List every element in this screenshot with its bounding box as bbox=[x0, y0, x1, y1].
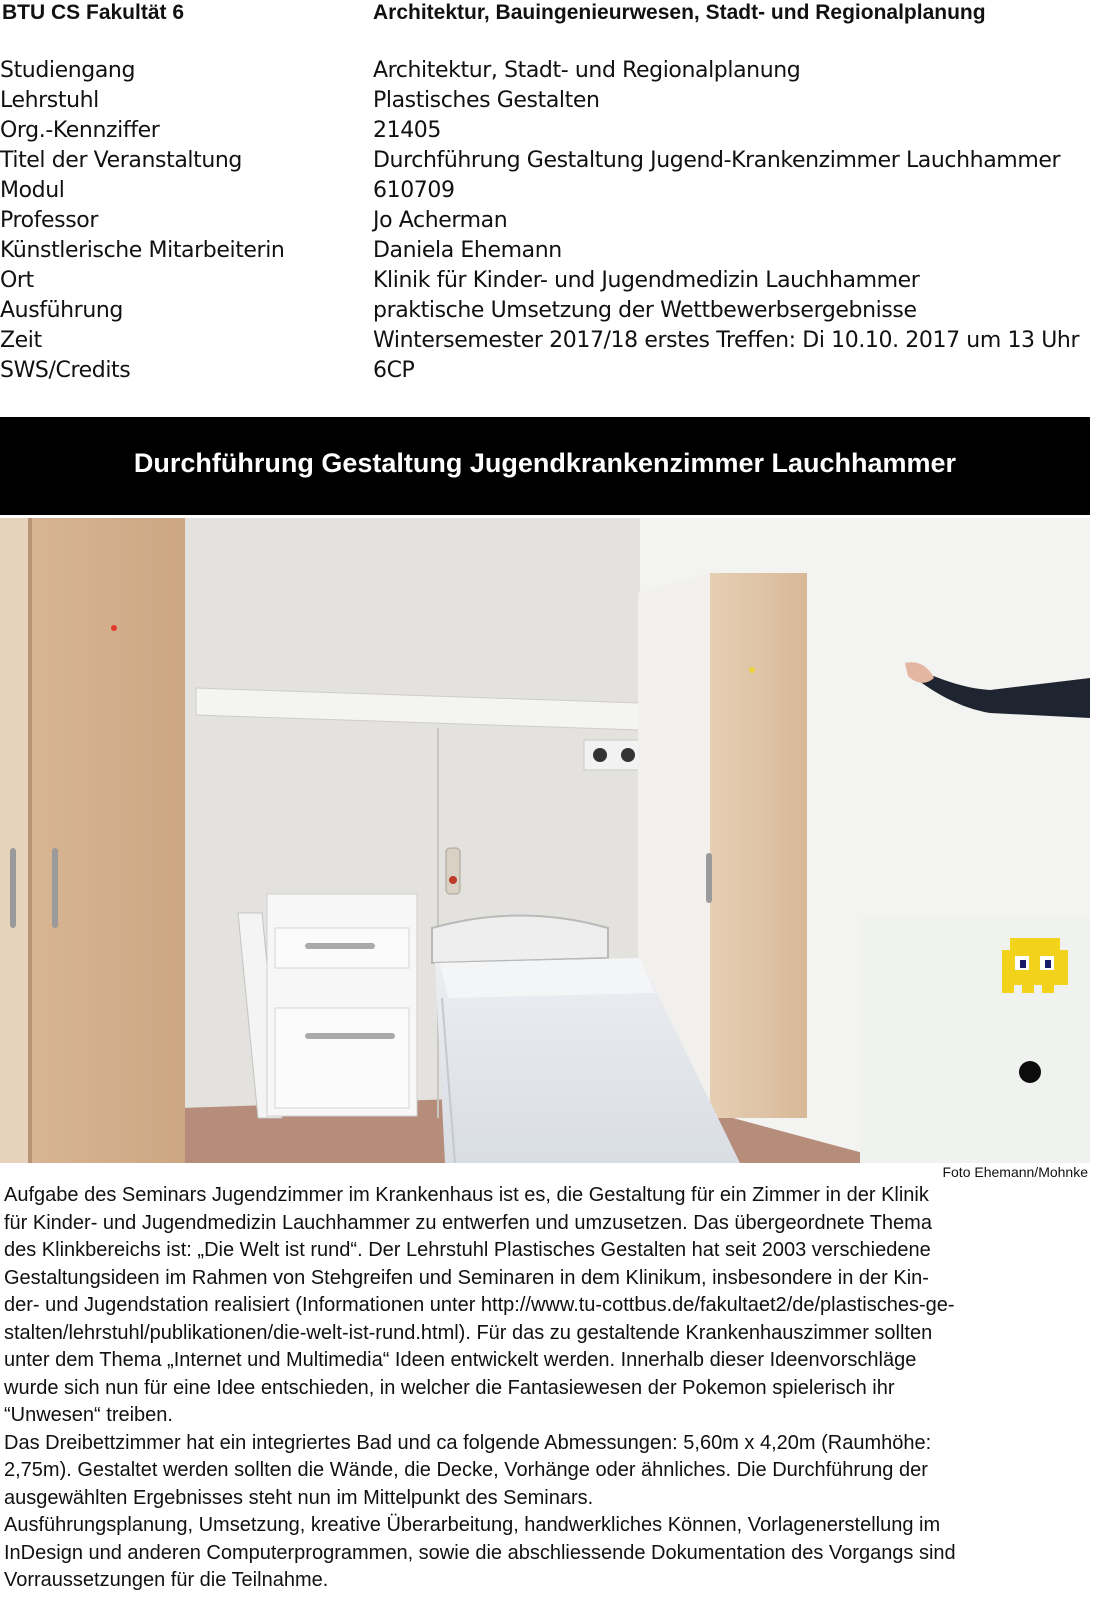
text-line: “Unwesen“ treiben. bbox=[4, 1404, 173, 1426]
department-title: Architektur, Bauingenieurwesen, Stadt- und Regionalplanung bbox=[373, 1, 986, 24]
info-row bbox=[0, 206, 1099, 236]
description-paragraph bbox=[4, 1512, 1090, 1595]
info-row bbox=[0, 326, 1099, 356]
info-value: Klinik für Kinder- und Jugendmedizin Lauchhammer bbox=[373, 268, 920, 293]
info-label: SWS/Credits bbox=[0, 358, 131, 383]
title-banner bbox=[0, 417, 1090, 515]
text-line: Vorraussetzungen für die Teilnahme. bbox=[4, 1569, 329, 1591]
text-line: InDesign und anderen Computerprogrammen, sowie die abschliessende Dokumentation des Vorgangs sind bbox=[4, 1541, 956, 1564]
info-row bbox=[0, 296, 1099, 326]
info-label: Professor bbox=[0, 208, 99, 233]
course-info-table bbox=[0, 56, 1099, 386]
info-label: Lehrstuhl bbox=[0, 88, 99, 113]
info-value: 6CP bbox=[373, 358, 415, 383]
info-row bbox=[0, 116, 1099, 146]
text-line: stalten/lehrstuhl/publikationen/die-welt-ist-rund.html). Für das zu gestaltende Krankenhauszimmer sollten bbox=[4, 1321, 933, 1344]
info-label: Modul bbox=[0, 178, 65, 203]
info-label: Zeit bbox=[0, 328, 42, 353]
info-row bbox=[0, 146, 1099, 176]
info-label: Ausführung bbox=[0, 298, 123, 323]
description-paragraph bbox=[4, 1430, 1090, 1513]
info-row bbox=[0, 56, 1099, 86]
room-photo bbox=[0, 518, 1090, 1163]
text-line: wurde sich nun für eine Idee entschieden, in welcher die Fantasiewesen der Pokemon spielerisch ihr bbox=[4, 1376, 895, 1399]
document-header bbox=[0, 0, 1099, 28]
text-line: ausgewählten Ergebnisses steht nun im Mittelpunkt des Seminars. bbox=[4, 1486, 594, 1509]
photo-credit: Foto Ehemann/Mohnke bbox=[942, 1164, 1088, 1180]
info-label: Künstlerische Mitarbeiterin bbox=[0, 238, 285, 263]
info-label: Titel der Veranstaltung bbox=[0, 148, 242, 173]
info-value: Daniela Ehemann bbox=[373, 238, 562, 263]
description-text bbox=[4, 1182, 1090, 1595]
text-line: Gestaltungsideen im Rahmen von Stehgreifen und Seminaren in dem Klinikum, insbesondere in der Kin- bbox=[4, 1266, 929, 1289]
text-line: Aufgabe des Seminars Jugendzimmer im Krankenhaus ist es, die Gestaltung für ein Zimmer in der Klinik bbox=[4, 1184, 929, 1206]
info-row bbox=[0, 236, 1099, 266]
text-line: Das Dreibettzimmer hat ein integriertes Bad und ca folgende Abmessungen: 5,60m x 4,20m (Raumhöhe: bbox=[4, 1431, 932, 1454]
info-value: Durchführung Gestaltung Jugend-Krankenzimmer Lauchhammer bbox=[373, 148, 1061, 173]
text-line: für Kinder- und Jugendmedizin Lauchhammer zu entwerfen und umzusetzen. Das übergeordnete Thema bbox=[4, 1211, 932, 1234]
info-row bbox=[0, 356, 1099, 386]
info-label: Studiengang bbox=[0, 58, 136, 83]
text-line: Ausführungsplanung, Umsetzung, kreative Überarbeitung, handwerkliches Können, Vorlagenerstellung im bbox=[4, 1514, 941, 1536]
info-row bbox=[0, 266, 1099, 296]
info-row bbox=[0, 86, 1099, 116]
description-paragraph bbox=[4, 1182, 1090, 1430]
info-value: praktische Umsetzung der Wettbewerbsergebnisse bbox=[373, 298, 917, 323]
info-label: Ort bbox=[0, 268, 34, 293]
text-line: des Klinkbereichs ist: „Die Welt ist rund“. Der Lehrstuhl Plastisches Gestalten hat seit 2003 verschiedene bbox=[4, 1239, 931, 1261]
info-value: 610709 bbox=[373, 178, 455, 203]
info-value: Plastisches Gestalten bbox=[373, 88, 600, 113]
info-value: Wintersemester 2017/18 erstes Treffen: Di 10.10. 2017 um 13 Uhr bbox=[373, 328, 1080, 353]
banner-title: Durchführung Gestaltung Jugendkrankenzimmer Lauchhammer bbox=[133, 448, 957, 478]
text-line: der- und Jugendstation realisiert (Informationen unter http://www.tu-cottbus.de/fakultaet2/de/plastisches-ge- bbox=[4, 1294, 955, 1316]
faculty-title: BTU CS Fakultät 6 bbox=[2, 1, 185, 24]
info-row bbox=[0, 176, 1099, 206]
info-value: 21405 bbox=[373, 118, 441, 143]
info-label: Org.-Kennziffer bbox=[0, 118, 160, 143]
text-line: 2,75m). Gestaltet werden sollten die Wände, die Decke, Vorhänge oder ähnliches. Die Durchführung der bbox=[4, 1459, 928, 1481]
info-value: Architektur, Stadt- und Regionalplanung bbox=[373, 58, 801, 83]
text-line: unter dem Thema „Internet und Multimedia“ Ideen entwickelt werden. Innerhalb dieser Ideenvorschläge bbox=[4, 1349, 917, 1371]
info-value: Jo Acherman bbox=[373, 208, 508, 233]
